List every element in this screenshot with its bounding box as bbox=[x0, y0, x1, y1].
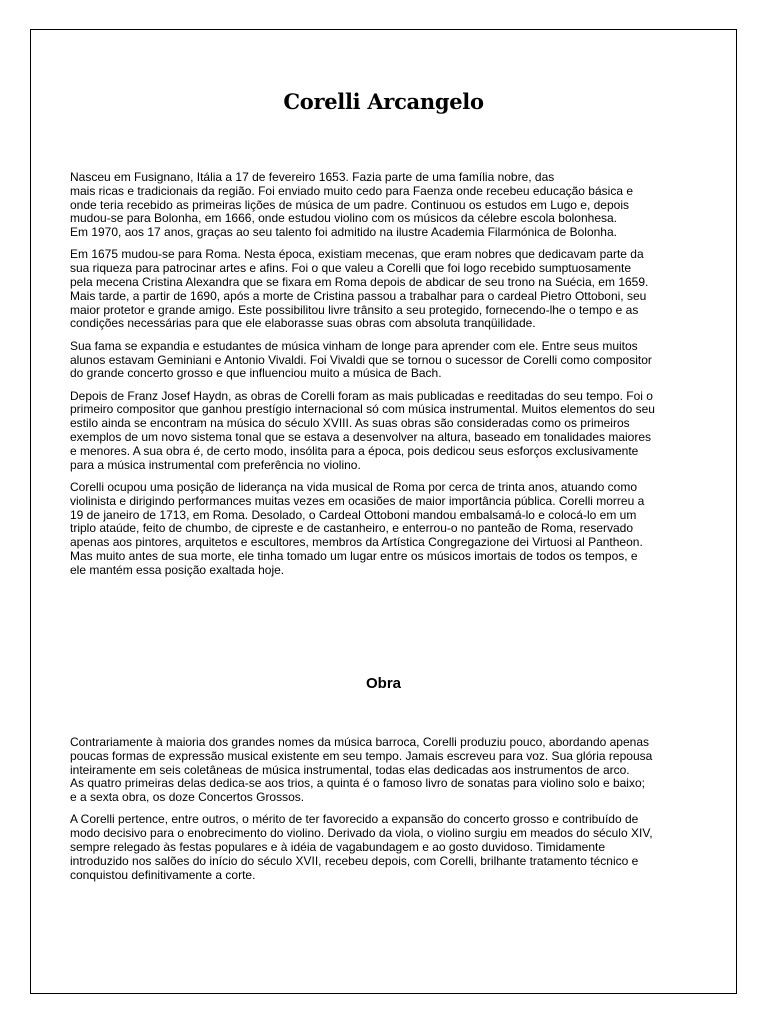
text-line: violinista e dirigindo performances muitas vezes em ocasiões de maior importância pública. Corelli morreu a bbox=[70, 493, 645, 508]
text-line: Contrariamente à maioria dos grandes nomes da música barroca, Corelli produziu pouco, abordando apenas bbox=[70, 735, 649, 749]
text-line: Corelli ocupou uma posição de liderança na vida musical de Roma por cerca de trinta anos, atuando como bbox=[70, 479, 637, 494]
text-line: sua riqueza para patrocinar artes e afins. Foi o que valeu a Corelli que foi logo recebido sumptuosamente bbox=[70, 261, 631, 276]
text-line: Nasceu em Fusignano, Itália a 17 de fevereiro 1653. Fazia parte de uma família nobre, das bbox=[70, 170, 555, 184]
text-line: pela mecena Cristina Alexandra que se fixara em Roma depois de abdicar de seu trono na Suécia, em 1659. bbox=[70, 275, 649, 290]
text-line: do grande concerto grosso e que influenciou muito a música de Bach. bbox=[70, 366, 442, 381]
text-line: sempre relegado às festas populares e à idéia de vagabundagem e ao gosto duvidoso. Timidamente bbox=[70, 840, 606, 855]
paragraph bbox=[70, 171, 700, 240]
text-line: introduzido nos salões do início do século XVII, recebeu depois, com Corelli, brilhante tratamento técnico e bbox=[70, 853, 639, 868]
text-line: Mas muito antes de sua morte, ele tinha tomado um lugar entre os músicos imortais de todos os tempos, e bbox=[70, 548, 638, 563]
text-line: Mais tarde, a partir de 1690, após a morte de Cristina passou a trabalhar para o cardeal Pietro Ottoboni, seu bbox=[70, 288, 647, 303]
paragraph bbox=[70, 248, 700, 331]
paragraph bbox=[70, 390, 700, 473]
text-line: A Corelli pertence, entre outros, o mérito de ter favorecido a expansão do concerto grosso e contribuído de bbox=[70, 812, 639, 827]
text-line: As quatro primeiras delas dedica-se aos trios, a quinta é o famoso livro de sonatas para violino solo e baixo; bbox=[70, 776, 645, 791]
text-line: primeiro compositor que ganhou prestígio internacional só com música instrumental. Muitos elementos do seu bbox=[70, 402, 655, 417]
paragraph bbox=[70, 340, 700, 381]
paragraph bbox=[70, 481, 700, 578]
text-line: inteiramente em seis coletâneas de música instrumental, todas elas dedicadas aos instrumentos de arco. bbox=[70, 762, 630, 777]
text-line: estilo ainda se encontram na música do século XVIII. As suas obras são consideradas como os primeiros bbox=[70, 416, 630, 431]
text-line: Depois de Franz Josef Haydn, as obras de Corelli foram as mais publicadas e reeditadas do seu tempo. Foi o bbox=[70, 388, 653, 403]
text-line: apenas aos pintores, arquitetos e escultores, membros da Artística Congregazione dei Virtuosi al Pantheon. bbox=[70, 535, 643, 550]
text-line: mudou-se para Bolonha, em 1666, onde estudou violino com os músicos da célebre escola bolonhesa. bbox=[70, 211, 618, 226]
text-line: e a sexta obra, os doze Concertos Grossos. bbox=[70, 790, 305, 805]
text-line: maior protetor e grande amigo. Este possibilitou livre trânsito a seu protegido, fornecendo-lhe o tempo e as bbox=[70, 302, 639, 317]
text-line: conquistou definitivamente a corte. bbox=[70, 867, 256, 882]
text-line: exemplos de um novo sistema tonal que se estava a desenvolver na altura, baseado em tonalidades maiores bbox=[70, 430, 652, 445]
section-heading-obra: Obra bbox=[365, 675, 401, 692]
biography-section bbox=[70, 171, 700, 586]
text-line: e menores. A sua obra é, de certo modo, insólita para a época, pois dedicou seus esforços exclusivamente bbox=[70, 443, 639, 458]
paragraph bbox=[70, 813, 700, 882]
text-line: onde teria recebido as primeiras lições de música de um padre. Continuou os estudos em Lugo e, depois bbox=[70, 197, 629, 212]
text-line: mais ricas e tradicionais da região. Foi enviado muito cedo para Faenza onde recebeu educação básica e bbox=[70, 183, 634, 198]
obra-section bbox=[70, 736, 700, 891]
paragraph bbox=[70, 736, 700, 805]
text-line: condições necessárias para que ele elaborasse suas obras com absoluta tranqüilidade. bbox=[70, 316, 536, 331]
text-line: triplo ataúde, feito de chumbo, de cipreste e de castanheiro, e enterrou-o no panteão de Roma, reservado bbox=[70, 521, 634, 536]
text-line: Sua fama se expandia e estudantes de música vinham de longe para aprender com ele. Entre seus muitos bbox=[70, 338, 638, 353]
text-line: Em 1675 mudou-se para Roma. Nesta época, existiam mecenas, que eram nobres que dedicavam parte da bbox=[70, 247, 644, 262]
text-line: ele mantém essa posição exaltada hoje. bbox=[70, 562, 285, 577]
text-line: para a música instrumental com preferência no violino. bbox=[70, 457, 361, 472]
text-line: modo decisivo para o enobrecimento do violino. Derivado da viola, o violino surgiu em meados do século XIV, bbox=[70, 826, 653, 841]
text-line: poucas formas de expressão musical existente em seu tempo. Jamais escreveu para voz. Sua glória repousa bbox=[70, 748, 653, 763]
text-line: 19 de janeiro de 1713, em Roma. Desolado, o Cardeal Ottoboni mandou embalsamá-lo e colocá-lo em um bbox=[70, 507, 637, 522]
page-title: Corelli Arcangelo bbox=[283, 89, 484, 114]
page-frame bbox=[30, 29, 737, 994]
text-line: Em 1970, aos 17 anos, graças ao seu talento foi admitido na ilustre Academia Filarmónica de Bolonha. bbox=[70, 225, 617, 240]
text-line: alunos estavam Geminiani e Antonio Vivaldi. Foi Vivaldi que se tornou o sucessor de Corelli como compositor bbox=[70, 352, 652, 367]
